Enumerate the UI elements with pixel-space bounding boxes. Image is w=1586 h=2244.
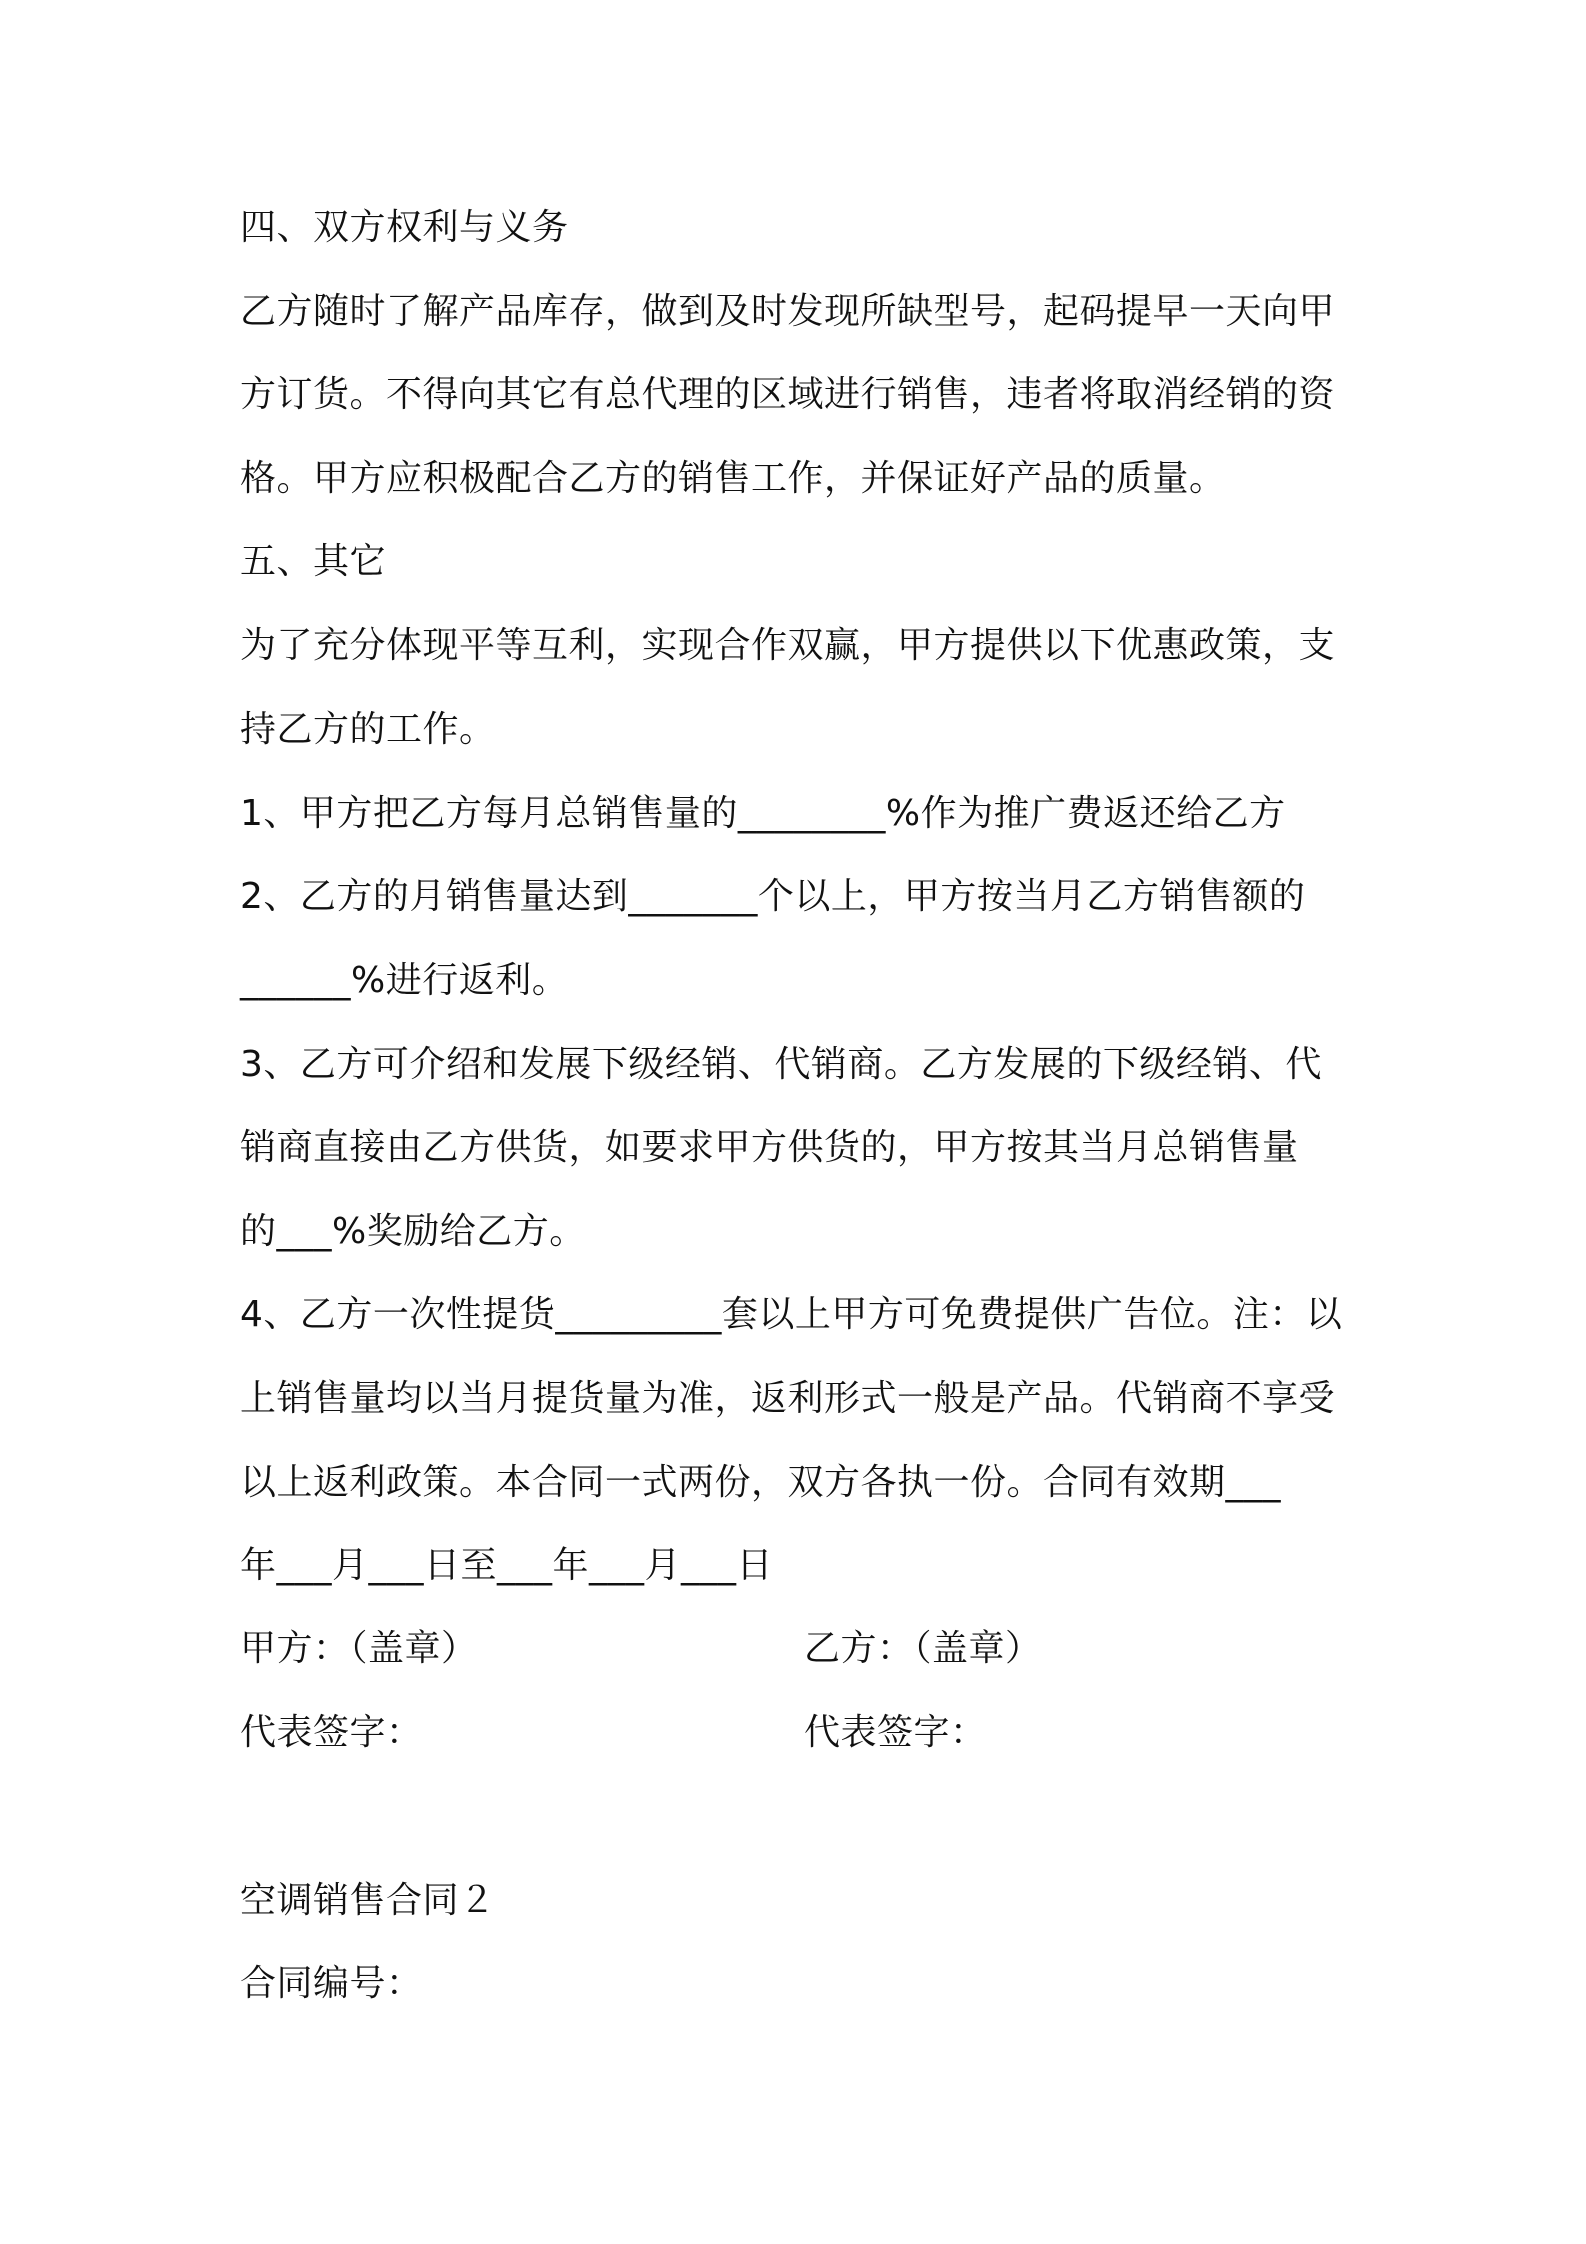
section-4-para-line-2: 方订货。不得向其它有总代理的区域进行销售，违者将取消经销的资 xyxy=(240,374,1336,415)
item-4-line-4: 年___月___日至___年___月___日 xyxy=(240,1545,774,1586)
item-3-line-2: 销商直接由乙方供货，如要求甲方供货的，甲方按其当月总销售量 xyxy=(240,1127,1299,1168)
item-4-line-3: 以上返利政策。本合同一式两份，双方各执一份。合同有效期___ xyxy=(240,1462,1282,1503)
contract-number-label: 合同编号： xyxy=(240,1963,423,2004)
item-2-line-1: 2、乙方的月销售量达到_______个以上，甲方按当月乙方销售额的 xyxy=(240,876,1306,917)
item-1: 1、甲方把乙方每月总销售量的________%作为推广费返还给乙方 xyxy=(240,793,1286,834)
item-3-line-3: 的___%奖励给乙方。 xyxy=(240,1211,586,1252)
section-4-para-line-1: 乙方随时了解产品库存，做到及时发现所缺型号，起码提早一天向甲 xyxy=(240,291,1336,332)
party-a-representative: 代表签字： xyxy=(240,1712,423,1753)
section-5-intro-line-2: 持乙方的工作。 xyxy=(240,709,496,750)
section-4-para-line-3: 格。甲方应积极配合乙方的销售工作，并保证好产品的质量。 xyxy=(240,458,1226,499)
party-a-seal: 甲方：（盖章） xyxy=(240,1628,478,1669)
section-5-intro-line-1: 为了充分体现平等互利，实现合作双赢，甲方提供以下优惠政策，支 xyxy=(240,625,1336,666)
next-contract-title: 空调销售合同２ xyxy=(240,1880,496,1921)
item-2-line-2: ______%进行返利。 xyxy=(240,960,569,1001)
item-4-line-2: 上销售量均以当月提货量为准，返利形式一般是产品。代销商不享受 xyxy=(240,1378,1336,1419)
section-5-heading: 五、其它 xyxy=(240,541,387,582)
section-4-heading: 四、双方权利与义务 xyxy=(240,207,569,248)
item-4-line-1: 4、乙方一次性提货_________套以上甲方可免费提供广告位。注：以 xyxy=(240,1294,1343,1335)
party-b-representative: 代表签字： xyxy=(804,1712,987,1753)
party-b-seal: 乙方：（盖章） xyxy=(804,1628,1042,1669)
item-3-line-1: 3、乙方可介绍和发展下级经销、代销商。乙方发展的下级经销、代 xyxy=(240,1044,1322,1085)
